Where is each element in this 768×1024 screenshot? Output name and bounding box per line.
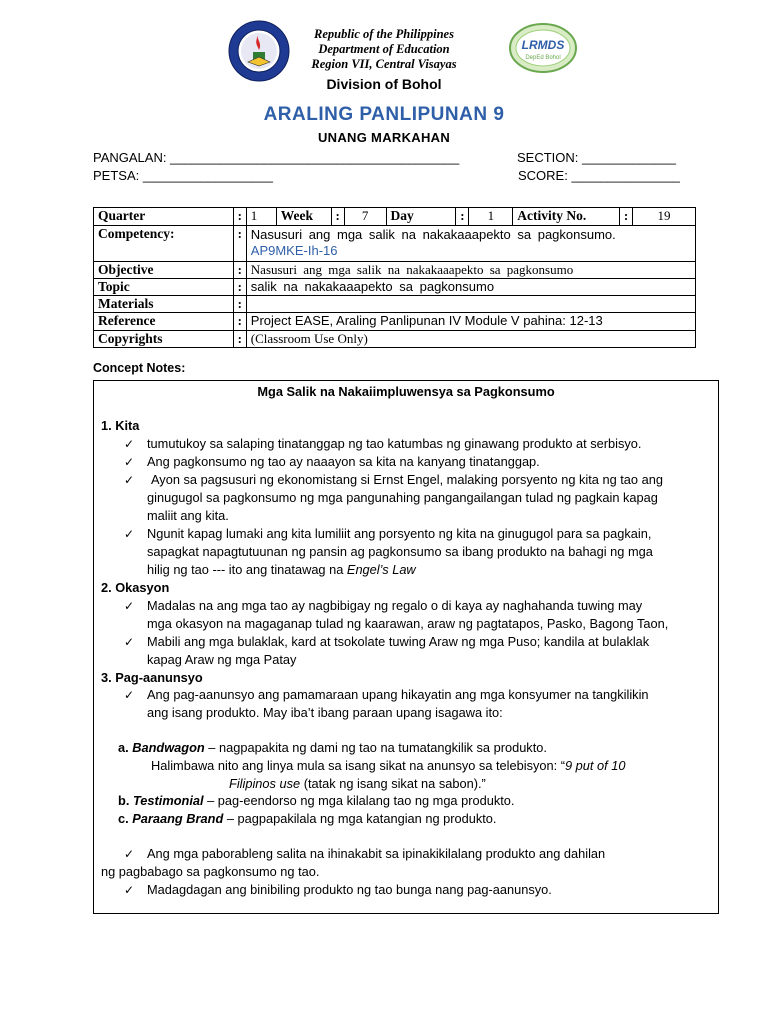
bandwagon-example-text: Halimbawa nito ang linya mula sa isang sikat na anunsyo sa telebisyon: “: [151, 758, 565, 773]
check-icon: ✓: [124, 473, 135, 487]
kita-bullet-4-line1: Ngunit kapag lumaki ang kita lumiliit ang porsyento ng kita na ginugugol para sa pagkain,: [147, 526, 652, 541]
topic-text: salik na nakakaaapekto sa pagkonsumo: [246, 279, 695, 296]
okasyon-bullet-1-line1: Madalas na ang mga tao ay nagbibigay ng regalo o di kaya ay naghahanda tuwing may: [147, 598, 643, 613]
week-value: 7: [344, 208, 386, 226]
check-icon: ✓: [124, 527, 135, 541]
competency-row: [94, 226, 696, 262]
copyrights-text: (Classroom Use Only): [246, 331, 695, 348]
okasyon-bullet-1-line2: mga okasyon na magaganap tulad ng kaarawan, araw ng pagtatapos, Pasko, Bagong Taon,: [147, 616, 669, 631]
check-icon: ✓: [124, 688, 135, 702]
check-icon: ✓: [124, 635, 135, 649]
colon: :: [233, 262, 246, 279]
section-okasyon-heading: 2. Okasyon: [101, 580, 170, 595]
bandwagon-item: [118, 739, 547, 757]
quarter-value: 1: [246, 208, 276, 226]
materials-row: [94, 296, 696, 313]
header-region: Region VII, Central Visayas: [311, 57, 457, 71]
testimonial-term: Testimonial: [132, 793, 204, 808]
colon: :: [233, 331, 246, 348]
okasyon-bullet-2-line1: Mabili ang mga bulaklak, kard at tsokolate tuwing Araw ng mga Puso; kandila at bulaklak: [147, 634, 650, 649]
bandwagon-example-brand: (tatak ng isang sikat na sabon).”: [300, 776, 486, 791]
check-icon: ✓: [124, 599, 135, 613]
section-pag-aanunsyo-heading: 3. Pag-aanunsyo: [101, 670, 203, 685]
day-value: 1: [469, 208, 513, 226]
testimonial-definition: – pag-eendorso ng mga kilalang tao ng mga produkto.: [203, 793, 515, 808]
quarter-row: [94, 208, 696, 226]
quarter-label: Quarter: [94, 208, 234, 226]
header-department: Department of Education: [318, 42, 450, 56]
kita-bullet-3-line1: Ayon sa pagsusuri ng ekonomistang si Ernst Engel, malaking porsyento ng kita ng tao ang: [151, 472, 663, 487]
paraang-brand-item: [118, 810, 496, 828]
bandwagon-definition: – nagpapakita ng dami ng tao na tumatangkilik sa produkto.: [204, 740, 547, 755]
check-icon: ✓: [124, 847, 135, 861]
paraang-brand-definition: – pagpapakilala ng mga katangian ng produkto.: [223, 811, 497, 826]
colon: :: [233, 313, 246, 331]
concept-notes-label: Concept Notes:: [93, 361, 186, 375]
colon: :: [233, 296, 246, 313]
topic-row: [94, 279, 696, 296]
kita-bullet-2: Ang pagkonsumo ng tao ay naaayon sa kita na kanyang tinatanggap.: [147, 454, 540, 469]
notes-title: Mga Salik na Nakaiimpluwensya sa Pagkonsumo: [257, 384, 555, 399]
materials-text: [246, 296, 695, 313]
lrmds-logo-text: LRMDS: [521, 38, 565, 52]
objective-label: Objective: [94, 262, 234, 279]
bandwagon-letter: a.: [118, 740, 133, 755]
objective-row: [94, 262, 696, 279]
competency-text: Nasusuri ang mga salik na nakakaaapekto sa pagkonsumo.: [250, 227, 616, 242]
check-icon: ✓: [124, 455, 135, 469]
header-republic: Republic of the Philippines: [314, 27, 454, 41]
lrmds-logo-subtext: DepEd Bohol: [525, 55, 561, 61]
colon: :: [456, 208, 469, 226]
competency-code: AP9MKE-Ih-16: [250, 243, 338, 258]
paraang-brand-letter: c.: [118, 811, 133, 826]
score-field: SCORE: _______________: [518, 168, 680, 183]
section-field: SECTION: _____________: [517, 150, 676, 165]
kita-bullet-3-line3: maliit ang kita.: [147, 508, 229, 523]
aanunsyo-bullet-2-line2: ng pagbabago sa pagkonsumo ng tao.: [101, 864, 320, 879]
copyrights-label: Copyrights: [94, 331, 234, 348]
bandwagon-term: Bandwagon: [132, 740, 205, 755]
kita-bullet-3-line2: ginugugol sa pagkonsumo ng mga pangunahing pangangailangan tulad ng pagkain kapag: [147, 490, 658, 505]
testimonial-letter: b.: [118, 793, 133, 808]
bandwagon-example-quote-end: Filipinos use: [229, 776, 301, 791]
okasyon-bullet-2-line2: kapag Araw ng mga Patay: [147, 652, 297, 667]
colon: :: [331, 208, 344, 226]
petsa-field: PETSA: __________________: [93, 168, 273, 183]
check-icon: ✓: [124, 437, 135, 451]
kita-bullet-4-line3: [147, 561, 416, 579]
paraang-brand-term: Paraang Brand: [132, 811, 224, 826]
objective-text: Nasusuri ang mga salik na nakakaaapekto sa pagkonsumo: [246, 262, 695, 279]
aanunsyo-bullet-1-line1: Ang pag-aanunsyo ang pamamaraan upang hikayatin ang mga konsyumer na tangkilikin: [147, 687, 649, 702]
reference-label: Reference: [94, 313, 234, 331]
section-kita-heading: 1. Kita: [101, 418, 140, 433]
kita-bullet-1: tumutukoy sa salaping tinatanggap ng tao katumbas ng ginawang produkto at serbisyo.: [147, 436, 642, 451]
engels-law-term: Engel’s Law: [346, 562, 416, 577]
colon: :: [620, 208, 633, 226]
competency-label: Competency:: [94, 226, 234, 262]
kita-bullet-4-text: hilig ng tao --- ito ang tinatawag na: [147, 562, 347, 577]
reference-text: Project EASE, Araling Panlipunan IV Module V pahina: 12-13: [246, 313, 695, 331]
copyrights-row: [94, 331, 696, 348]
activity-info-table: [93, 207, 696, 348]
reference-row: [94, 313, 696, 331]
pangalan-field: PANGALAN: ________________________________________: [93, 150, 460, 165]
week-label: Week: [276, 208, 331, 226]
quarter-title: UNANG MARKAHAN: [317, 130, 451, 145]
kita-bullet-4-line2: sapagkat napagtutuunan ng pansin ag pagkonsumo sa ibang produkto na bahagi ng mga: [147, 544, 653, 559]
colon: :: [233, 279, 246, 296]
bandwagon-example-line2: [229, 775, 486, 793]
aanunsyo-bullet-2-line1: Ang mga paborableng salita na ihinakabit sa ipinakikilalang produkto ang dahilan: [147, 846, 606, 861]
colon: :: [233, 226, 246, 262]
check-icon: ✓: [124, 883, 135, 897]
concept-notes-box: [93, 380, 719, 914]
aanunsyo-bullet-3: Madagdagan ang binibiling produkto ng tao bunga nang pag-aanunsyo.: [147, 882, 552, 897]
bandwagon-example-line1: [151, 757, 625, 775]
testimonial-item: [118, 792, 514, 810]
day-label: Day: [386, 208, 456, 226]
activity-value: 19: [633, 208, 696, 226]
bandwagon-example-quote: 9 put of 10: [565, 758, 626, 773]
materials-label: Materials: [94, 296, 234, 313]
activity-label: Activity No.: [513, 208, 620, 226]
subject-title: ARALING PANLIPUNAN 9: [263, 104, 505, 125]
topic-label: Topic: [94, 279, 234, 296]
colon: :: [233, 208, 246, 226]
aanunsyo-bullet-1-line2: ang isang produkto. May iba’t ibang paraan upang isagawa ito:: [147, 705, 503, 720]
header-division: Division of Bohol: [326, 76, 442, 92]
